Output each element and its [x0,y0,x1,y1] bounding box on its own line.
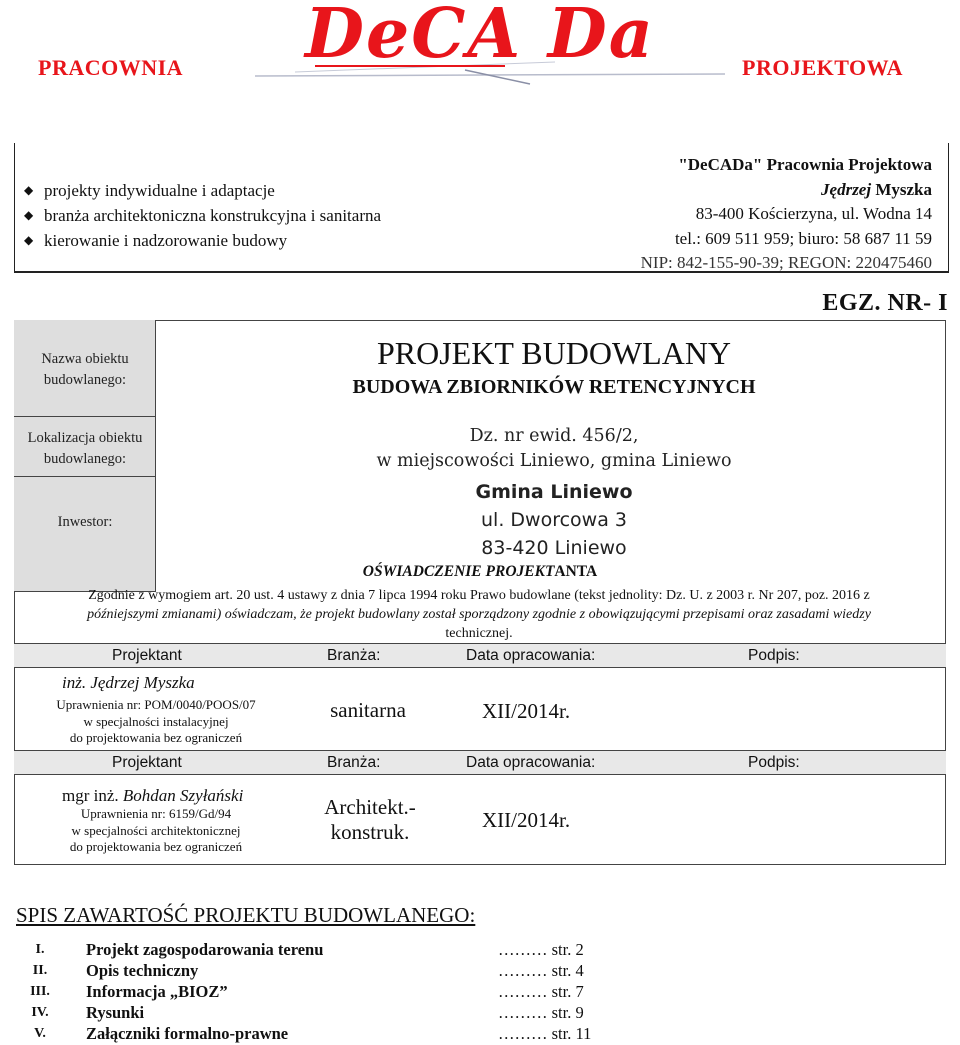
contents-item-title: Opis techniczny [86,961,199,980]
contents-item-number: IV. [31,1005,49,1020]
designer-permissions [16,697,296,747]
location-line-2: w miejscowości Liniewo, gmina Liniewo [376,451,732,471]
designer-full-name: Bohdan Szyłański [122,786,244,805]
contents-item-title: Projekt zagospodarowania terenu [86,940,324,959]
designer-title: mgr inż. [62,786,119,805]
contents-item-number: I. [35,942,45,957]
permission-specialty: w specjalności instalacyjnej [83,713,229,729]
header-designer: Projektant [112,754,182,771]
header-designer: Projektant [112,647,182,664]
label-object-location: Lokalizacja obiektu budowlanego: [27,430,143,467]
logo-text: DeCA Da [305,0,655,74]
service-item: ◆ projekty indywidualne i adaptacje [22,178,381,203]
copy-number: EGZ. NR- I [822,290,948,316]
contents-item-title: Rysunki [86,1003,145,1022]
header-date: Data opracowania: [466,647,596,664]
designer-name [62,786,243,806]
designer-permissions [16,806,296,856]
declaration-line-2: późniejszymi zmianami) oświadczam, że projekt budowlany został sporządzony zgodnie z obowiązującymi przepisami oraz zasadami wiedzy [87,607,871,622]
investor-city: 83-420 Liniewo [481,537,627,559]
owner-last-name: Myszka [875,179,932,199]
contents-item-title: Informacja „BIOZ” [86,982,228,1001]
contents-item-number: II. [32,963,48,978]
header-signature: Podpis: [748,647,800,664]
designer-full-name: Jędrzej Myszka [90,673,195,692]
designer-branch: sanitarna [330,698,406,722]
divider [14,416,156,417]
company-name: "DeCADa" Pracownia Projektowa [678,155,932,174]
designers-header-row [14,643,946,668]
declaration-line-1: Zgodnie z wymogiem art. 20 ust. 4 ustawy z dnia 7 lipca 1994 roku Prawo budowlane (tekst jednolity: Dz. U. z 2003 r. Nr 207, poz. 2016 z [88,588,870,603]
contents-item-number: V. [34,1026,46,1041]
permission-number: Uprawnienia nr: 6159/Gd/94 [80,806,232,821]
label-object-name: Nazwa obiektu budowlanego: [41,351,129,388]
permission-specialty: w specjalności architektonicznej [71,822,241,838]
declaration-title-main: OŚWIADCZENIE PROJEKT [362,563,555,580]
declaration-text [18,586,940,643]
document-title: PROJEKT BUDOWLANY [376,335,732,371]
header-branch: Branża: [327,647,381,664]
company-info [641,153,932,276]
designers-header-row [14,750,946,775]
company-owner [641,178,932,203]
owner-first-name: Jędrzej [821,179,872,199]
permission-scope: do projektowania bez ograniczeń [69,730,243,745]
investor-name: Gmina Liniewo [475,481,633,503]
permission-number: Uprawnienia nr: POM/0040/POOS/07 [56,697,256,712]
brand-right-text: PROJEKTOWA [742,55,904,80]
designer-branch [300,795,440,845]
investor-street: ul. Dworcowa 3 [481,509,627,531]
permission-scope: do projektowania bez ograniczeń [69,839,243,854]
designer-name [62,673,195,693]
service-item: ◆ branża architektoniczna konstrukcyjna i sanitarna [22,203,381,228]
contents-item-number: III. [30,984,50,999]
designer-branch-line-2: konstruk. [330,820,410,844]
header-date: Data opracowania: [466,754,596,771]
company-address: 83-400 Kościerzyna, ul. Wodna 14 [695,204,932,223]
contents-title: SPIS ZAWARTOŚĆ PROJEKTU BUDOWLANEGO: [16,903,476,927]
designer-date: XII/2014r. [482,808,571,832]
document-subtitle: BUDOWA ZBIORNIKÓW RETENCYJNYCH [352,376,756,398]
brand-left-text: PRACOWNIA [38,55,184,80]
company-ids: NIP: 842-155-90-39; REGON: 220475460 [640,253,932,272]
contents-item-page: ……… str. 11 [498,1024,592,1043]
designer-title: inż. [62,673,87,692]
company-phone: tel.: 609 511 959; biuro: 58 687 11 59 [674,228,932,248]
declaration-line-3: technicznej. [445,626,513,641]
contents-item-page: ……… str. 7 [498,982,584,1001]
label-investor: Inwestor: [57,514,113,530]
declaration-title [14,563,946,581]
header-signature: Podpis: [748,754,800,771]
divider [14,476,156,477]
declaration-title-tail: ANTA [554,563,598,580]
contents-item-page: ……… str. 2 [498,940,584,959]
header-branch: Branża: [327,754,381,771]
contents-item-page: ……… str. 9 [498,1003,584,1022]
services-list [22,178,381,253]
designer-branch-line-1: Architekt.- [324,795,416,819]
service-item: ◆ kierowanie i nadzorowanie budowy [22,228,381,253]
contents-item-page: ……… str. 4 [498,961,584,980]
contents-item-title: Załączniki formalno-prawne [86,1024,289,1043]
designer-date: XII/2014r. [482,699,571,723]
location-line-1: Dz. nr ewid. 456/2, [469,426,639,446]
